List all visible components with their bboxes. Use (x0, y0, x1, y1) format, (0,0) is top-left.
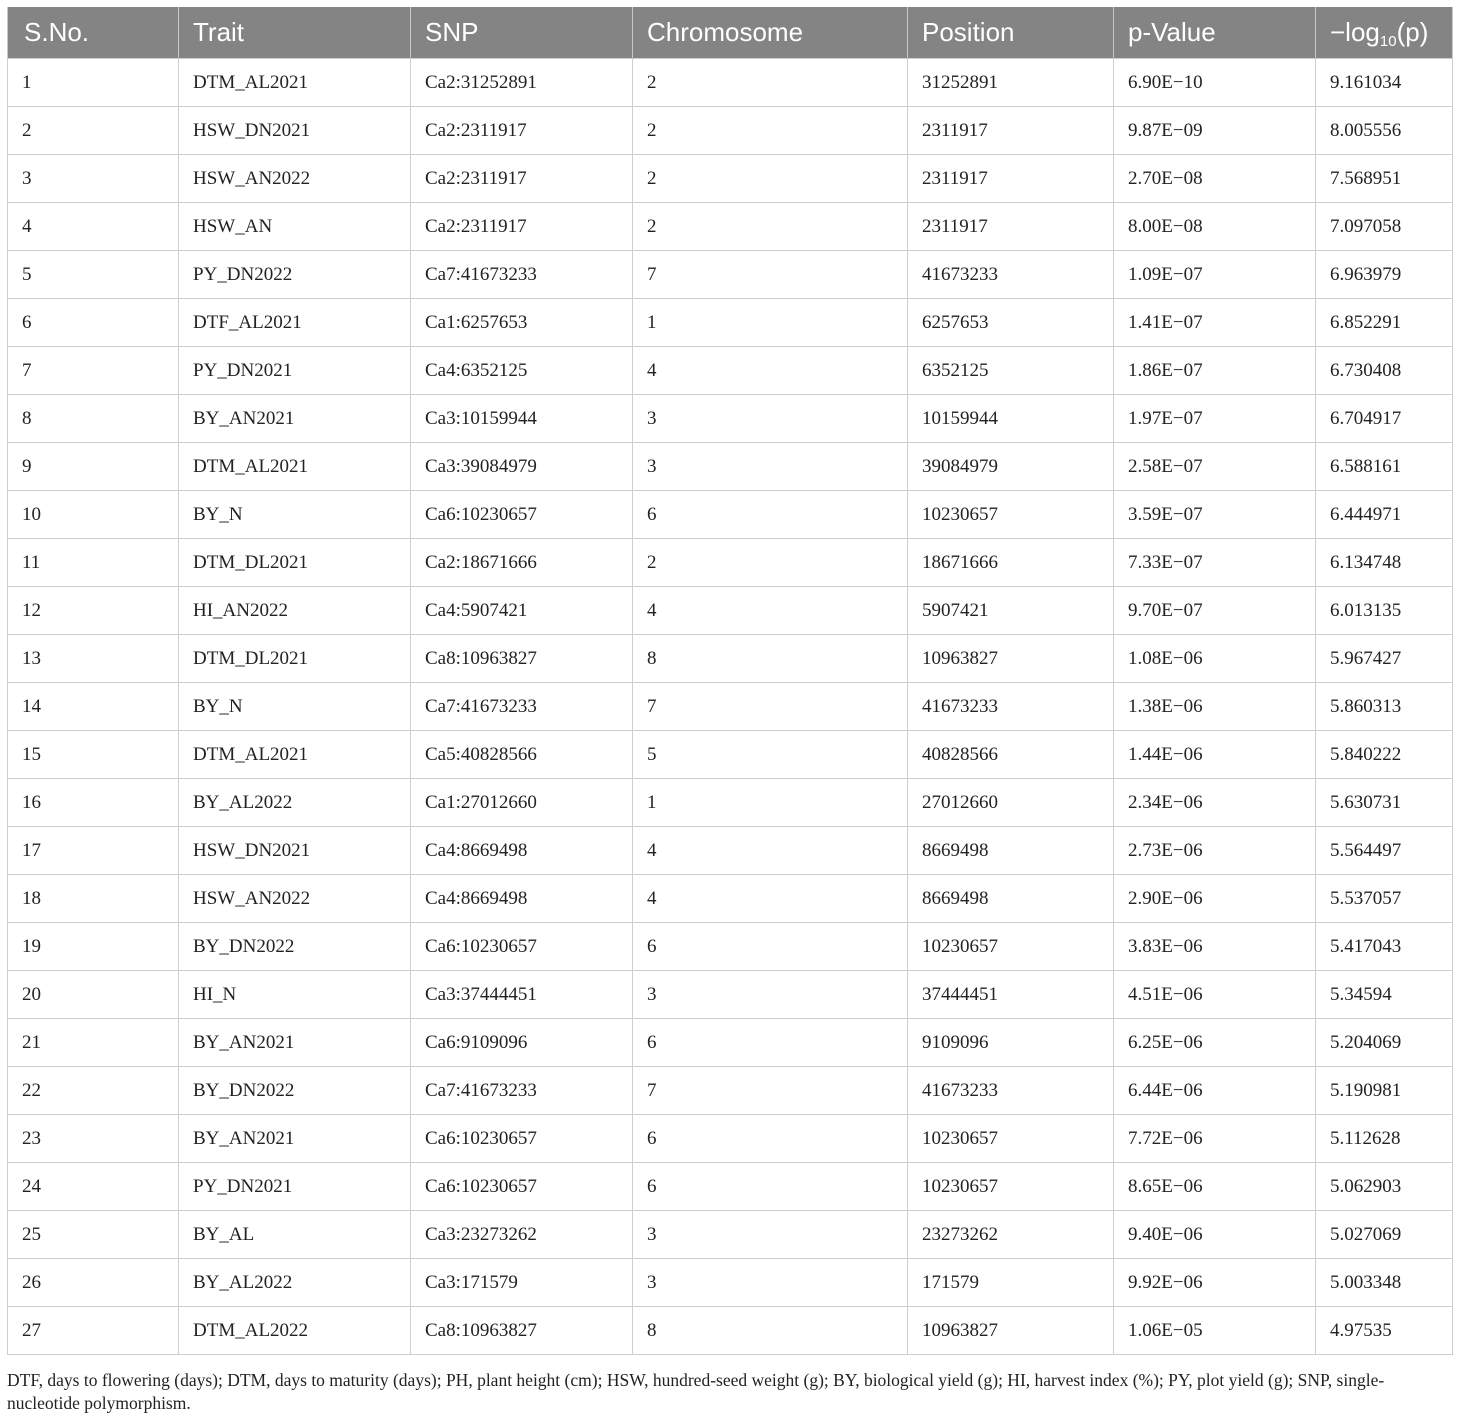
header-trait: Trait (179, 7, 411, 59)
cell-neg-log10-p: 4.97535 (1316, 1307, 1453, 1355)
cell-trait: DTM_AL2021 (179, 59, 411, 107)
cell-neg-log10-p: 5.564497 (1316, 827, 1453, 875)
cell-position: 9109096 (908, 1019, 1114, 1067)
cell-chromosome: 2 (633, 539, 908, 587)
cell-chromosome: 5 (633, 731, 908, 779)
cell-snp: Ca6:10230657 (411, 491, 633, 539)
table-row (8, 1163, 1453, 1211)
cell-p-value: 8.65E−06 (1114, 1163, 1316, 1211)
cell-snp: Ca5:40828566 (411, 731, 633, 779)
cell-sno: 11 (8, 539, 179, 587)
cell-neg-log10-p: 5.537057 (1316, 875, 1453, 923)
cell-snp: Ca1:6257653 (411, 299, 633, 347)
cell-snp: Ca3:39084979 (411, 443, 633, 491)
cell-neg-log10-p: 6.588161 (1316, 443, 1453, 491)
cell-position: 6257653 (908, 299, 1114, 347)
cell-chromosome: 6 (633, 1115, 908, 1163)
table-row (8, 443, 1453, 491)
table-row (8, 587, 1453, 635)
cell-chromosome: 6 (633, 1019, 908, 1067)
header-p-value: p-Value (1114, 7, 1316, 59)
cell-chromosome: 3 (633, 1259, 908, 1307)
cell-trait: DTM_AL2021 (179, 731, 411, 779)
cell-trait: HSW_DN2021 (179, 827, 411, 875)
cell-snp: Ca4:8669498 (411, 875, 633, 923)
table-row (8, 971, 1453, 1019)
cell-position: 31252891 (908, 59, 1114, 107)
cell-neg-log10-p: 5.860313 (1316, 683, 1453, 731)
table-row (8, 827, 1453, 875)
cell-p-value: 9.92E−06 (1114, 1259, 1316, 1307)
cell-snp: Ca3:10159944 (411, 395, 633, 443)
cell-sno: 21 (8, 1019, 179, 1067)
cell-trait: BY_N (179, 491, 411, 539)
cell-position: 6352125 (908, 347, 1114, 395)
cell-snp: Ca7:41673233 (411, 251, 633, 299)
cell-trait: DTM_DL2021 (179, 635, 411, 683)
cell-snp: Ca3:23273262 (411, 1211, 633, 1259)
cell-trait: BY_DN2022 (179, 1067, 411, 1115)
cell-chromosome: 1 (633, 299, 908, 347)
cell-trait: PY_DN2021 (179, 1163, 411, 1211)
cell-sno: 10 (8, 491, 179, 539)
cell-sno: 25 (8, 1211, 179, 1259)
cell-position: 41673233 (908, 1067, 1114, 1115)
cell-sno: 14 (8, 683, 179, 731)
cell-p-value: 2.73E−06 (1114, 827, 1316, 875)
cell-neg-log10-p: 5.840222 (1316, 731, 1453, 779)
header-snp: SNP (411, 7, 633, 59)
cell-snp: Ca3:37444451 (411, 971, 633, 1019)
cell-sno: 9 (8, 443, 179, 491)
table-row (8, 539, 1453, 587)
cell-trait: HI_N (179, 971, 411, 1019)
cell-neg-log10-p: 5.967427 (1316, 635, 1453, 683)
cell-sno: 22 (8, 1067, 179, 1115)
cell-chromosome: 3 (633, 1211, 908, 1259)
cell-trait: DTM_AL2021 (179, 443, 411, 491)
cell-chromosome: 4 (633, 875, 908, 923)
cell-p-value: 1.09E−07 (1114, 251, 1316, 299)
cell-neg-log10-p: 6.704917 (1316, 395, 1453, 443)
cell-sno: 2 (8, 107, 179, 155)
cell-p-value: 4.51E−06 (1114, 971, 1316, 1019)
table-row (8, 1211, 1453, 1259)
cell-trait: HSW_DN2021 (179, 107, 411, 155)
cell-position: 5907421 (908, 587, 1114, 635)
header-neg-log10-p (1316, 7, 1453, 59)
cell-p-value: 9.87E−09 (1114, 107, 1316, 155)
cell-p-value: 8.00E−08 (1114, 203, 1316, 251)
cell-snp: Ca2:31252891 (411, 59, 633, 107)
cell-sno: 8 (8, 395, 179, 443)
cell-sno: 4 (8, 203, 179, 251)
cell-trait: PY_DN2022 (179, 251, 411, 299)
cell-sno: 5 (8, 251, 179, 299)
cell-sno: 12 (8, 587, 179, 635)
cell-position: 2311917 (908, 203, 1114, 251)
cell-position: 10963827 (908, 1307, 1114, 1355)
cell-snp: Ca7:41673233 (411, 1067, 633, 1115)
cell-neg-log10-p: 9.161034 (1316, 59, 1453, 107)
cell-position: 2311917 (908, 155, 1114, 203)
cell-sno: 27 (8, 1307, 179, 1355)
header-neg-log10-suffix: (p) (1396, 17, 1429, 47)
cell-neg-log10-p: 5.003348 (1316, 1259, 1453, 1307)
cell-neg-log10-p: 6.963979 (1316, 251, 1453, 299)
cell-position: 18671666 (908, 539, 1114, 587)
cell-neg-log10-p: 5.062903 (1316, 1163, 1453, 1211)
cell-neg-log10-p: 5.204069 (1316, 1019, 1453, 1067)
table-body (8, 59, 1453, 1355)
cell-chromosome: 4 (633, 827, 908, 875)
cell-position: 10230657 (908, 1163, 1114, 1211)
cell-p-value: 7.72E−06 (1114, 1115, 1316, 1163)
cell-chromosome: 7 (633, 1067, 908, 1115)
cell-p-value: 1.97E−07 (1114, 395, 1316, 443)
cell-trait: HI_AN2022 (179, 587, 411, 635)
cell-trait: BY_N (179, 683, 411, 731)
cell-sno: 17 (8, 827, 179, 875)
cell-snp: Ca6:9109096 (411, 1019, 633, 1067)
cell-chromosome: 6 (633, 491, 908, 539)
cell-neg-log10-p: 6.852291 (1316, 299, 1453, 347)
table-row (8, 347, 1453, 395)
header-row (8, 7, 1453, 59)
cell-snp: Ca6:10230657 (411, 1163, 633, 1211)
cell-position: 27012660 (908, 779, 1114, 827)
cell-chromosome: 7 (633, 683, 908, 731)
cell-trait: BY_AL (179, 1211, 411, 1259)
cell-chromosome: 3 (633, 443, 908, 491)
cell-sno: 20 (8, 971, 179, 1019)
cell-sno: 26 (8, 1259, 179, 1307)
cell-chromosome: 4 (633, 347, 908, 395)
cell-chromosome: 2 (633, 155, 908, 203)
cell-neg-log10-p: 5.630731 (1316, 779, 1453, 827)
cell-sno: 24 (8, 1163, 179, 1211)
cell-sno: 15 (8, 731, 179, 779)
cell-p-value: 2.58E−07 (1114, 443, 1316, 491)
table-row (8, 155, 1453, 203)
cell-sno: 7 (8, 347, 179, 395)
table-row (8, 923, 1453, 971)
cell-trait: DTF_AL2021 (179, 299, 411, 347)
cell-p-value: 9.40E−06 (1114, 1211, 1316, 1259)
cell-position: 10230657 (908, 923, 1114, 971)
header-chromosome: Chromosome (633, 7, 908, 59)
cell-snp: Ca6:10230657 (411, 1115, 633, 1163)
table-row (8, 779, 1453, 827)
cell-sno: 16 (8, 779, 179, 827)
cell-trait: HSW_AN2022 (179, 875, 411, 923)
cell-chromosome: 6 (633, 1163, 908, 1211)
cell-neg-log10-p: 5.417043 (1316, 923, 1453, 971)
cell-position: 171579 (908, 1259, 1114, 1307)
cell-position: 40828566 (908, 731, 1114, 779)
cell-trait: BY_AN2021 (179, 1019, 411, 1067)
cell-sno: 23 (8, 1115, 179, 1163)
cell-neg-log10-p: 7.097058 (1316, 203, 1453, 251)
cell-chromosome: 4 (633, 587, 908, 635)
table-row (8, 491, 1453, 539)
cell-chromosome: 2 (633, 107, 908, 155)
cell-sno: 6 (8, 299, 179, 347)
table-row (8, 251, 1453, 299)
table-row (8, 1067, 1453, 1115)
cell-chromosome: 3 (633, 395, 908, 443)
cell-position: 39084979 (908, 443, 1114, 491)
cell-neg-log10-p: 5.027069 (1316, 1211, 1453, 1259)
cell-position: 2311917 (908, 107, 1114, 155)
table-row (8, 1115, 1453, 1163)
table-footnote: DTF, days to flowering (days); DTM, days to maturity (days); PH, plant height (cm); HSW, hundred-seed weight (g); BY, biological yield (g); HI, harvest index (%); PY, plot yield (g); SNP, single-nucleotide polymorphism. (7, 1370, 1385, 1413)
header-position: Position (908, 7, 1114, 59)
table-row (8, 59, 1453, 107)
cell-p-value: 1.44E−06 (1114, 731, 1316, 779)
cell-p-value: 6.90E−10 (1114, 59, 1316, 107)
cell-chromosome: 1 (633, 779, 908, 827)
cell-neg-log10-p: 8.005556 (1316, 107, 1453, 155)
cell-sno: 13 (8, 635, 179, 683)
cell-chromosome: 8 (633, 635, 908, 683)
cell-p-value: 9.70E−07 (1114, 587, 1316, 635)
gwas-results-table (7, 7, 1453, 1355)
cell-position: 41673233 (908, 683, 1114, 731)
cell-trait: BY_AN2021 (179, 1115, 411, 1163)
table-row (8, 1019, 1453, 1067)
cell-snp: Ca4:6352125 (411, 347, 633, 395)
table-row (8, 1259, 1453, 1307)
cell-p-value: 7.33E−07 (1114, 539, 1316, 587)
cell-p-value: 1.41E−07 (1114, 299, 1316, 347)
cell-neg-log10-p: 5.112628 (1316, 1115, 1453, 1163)
table-row (8, 299, 1453, 347)
cell-chromosome: 2 (633, 59, 908, 107)
table-row (8, 107, 1453, 155)
cell-neg-log10-p: 6.013135 (1316, 587, 1453, 635)
cell-trait: PY_DN2021 (179, 347, 411, 395)
cell-p-value: 2.34E−06 (1114, 779, 1316, 827)
cell-position: 23273262 (908, 1211, 1114, 1259)
cell-chromosome: 7 (633, 251, 908, 299)
cell-p-value: 2.70E−08 (1114, 155, 1316, 203)
cell-neg-log10-p: 7.568951 (1316, 155, 1453, 203)
cell-snp: Ca1:27012660 (411, 779, 633, 827)
cell-neg-log10-p: 6.134748 (1316, 539, 1453, 587)
table-row (8, 731, 1453, 779)
cell-trait: HSW_AN (179, 203, 411, 251)
cell-neg-log10-p: 5.190981 (1316, 1067, 1453, 1115)
cell-sno: 19 (8, 923, 179, 971)
cell-trait: DTM_DL2021 (179, 539, 411, 587)
cell-position: 37444451 (908, 971, 1114, 1019)
cell-snp: Ca2:2311917 (411, 203, 633, 251)
cell-p-value: 3.83E−06 (1114, 923, 1316, 971)
cell-neg-log10-p: 5.34594 (1316, 971, 1453, 1019)
cell-p-value: 6.25E−06 (1114, 1019, 1316, 1067)
cell-position: 10230657 (908, 1115, 1114, 1163)
cell-neg-log10-p: 6.444971 (1316, 491, 1453, 539)
cell-trait: DTM_AL2022 (179, 1307, 411, 1355)
table-row (8, 1307, 1453, 1355)
table-row (8, 203, 1453, 251)
cell-position: 10159944 (908, 395, 1114, 443)
cell-snp: Ca4:8669498 (411, 827, 633, 875)
cell-sno: 18 (8, 875, 179, 923)
header-sno: S.No. (8, 7, 179, 59)
cell-position: 10230657 (908, 491, 1114, 539)
cell-snp: Ca2:2311917 (411, 107, 633, 155)
cell-p-value: 1.08E−06 (1114, 635, 1316, 683)
cell-trait: BY_DN2022 (179, 923, 411, 971)
table-row (8, 635, 1453, 683)
gwas-results-table-container (7, 7, 1452, 1355)
cell-trait: BY_AL2022 (179, 779, 411, 827)
cell-sno: 3 (8, 155, 179, 203)
cell-chromosome: 3 (633, 971, 908, 1019)
cell-snp: Ca7:41673233 (411, 683, 633, 731)
cell-chromosome: 2 (633, 203, 908, 251)
cell-position: 8669498 (908, 875, 1114, 923)
cell-trait: HSW_AN2022 (179, 155, 411, 203)
cell-p-value: 1.86E−07 (1114, 347, 1316, 395)
cell-p-value: 2.90E−06 (1114, 875, 1316, 923)
table-row (8, 683, 1453, 731)
cell-p-value: 3.59E−07 (1114, 491, 1316, 539)
cell-snp: Ca2:18671666 (411, 539, 633, 587)
cell-position: 41673233 (908, 251, 1114, 299)
cell-p-value: 1.38E−06 (1114, 683, 1316, 731)
cell-snp: Ca4:5907421 (411, 587, 633, 635)
cell-snp: Ca8:10963827 (411, 1307, 633, 1355)
cell-p-value: 6.44E−06 (1114, 1067, 1316, 1115)
cell-chromosome: 6 (633, 923, 908, 971)
cell-snp: Ca2:2311917 (411, 155, 633, 203)
cell-snp: Ca3:171579 (411, 1259, 633, 1307)
table-row (8, 875, 1453, 923)
cell-position: 10963827 (908, 635, 1114, 683)
table-row (8, 395, 1453, 443)
cell-trait: BY_AN2021 (179, 395, 411, 443)
cell-position: 8669498 (908, 827, 1114, 875)
header-neg-log10-subscript: 10 (1379, 33, 1397, 50)
header-neg-log10-prefix: −log (1330, 17, 1380, 47)
cell-snp: Ca8:10963827 (411, 635, 633, 683)
cell-p-value: 1.06E−05 (1114, 1307, 1316, 1355)
cell-sno: 1 (8, 59, 179, 107)
cell-snp: Ca6:10230657 (411, 923, 633, 971)
cell-neg-log10-p: 6.730408 (1316, 347, 1453, 395)
cell-chromosome: 8 (633, 1307, 908, 1355)
cell-trait: BY_AL2022 (179, 1259, 411, 1307)
